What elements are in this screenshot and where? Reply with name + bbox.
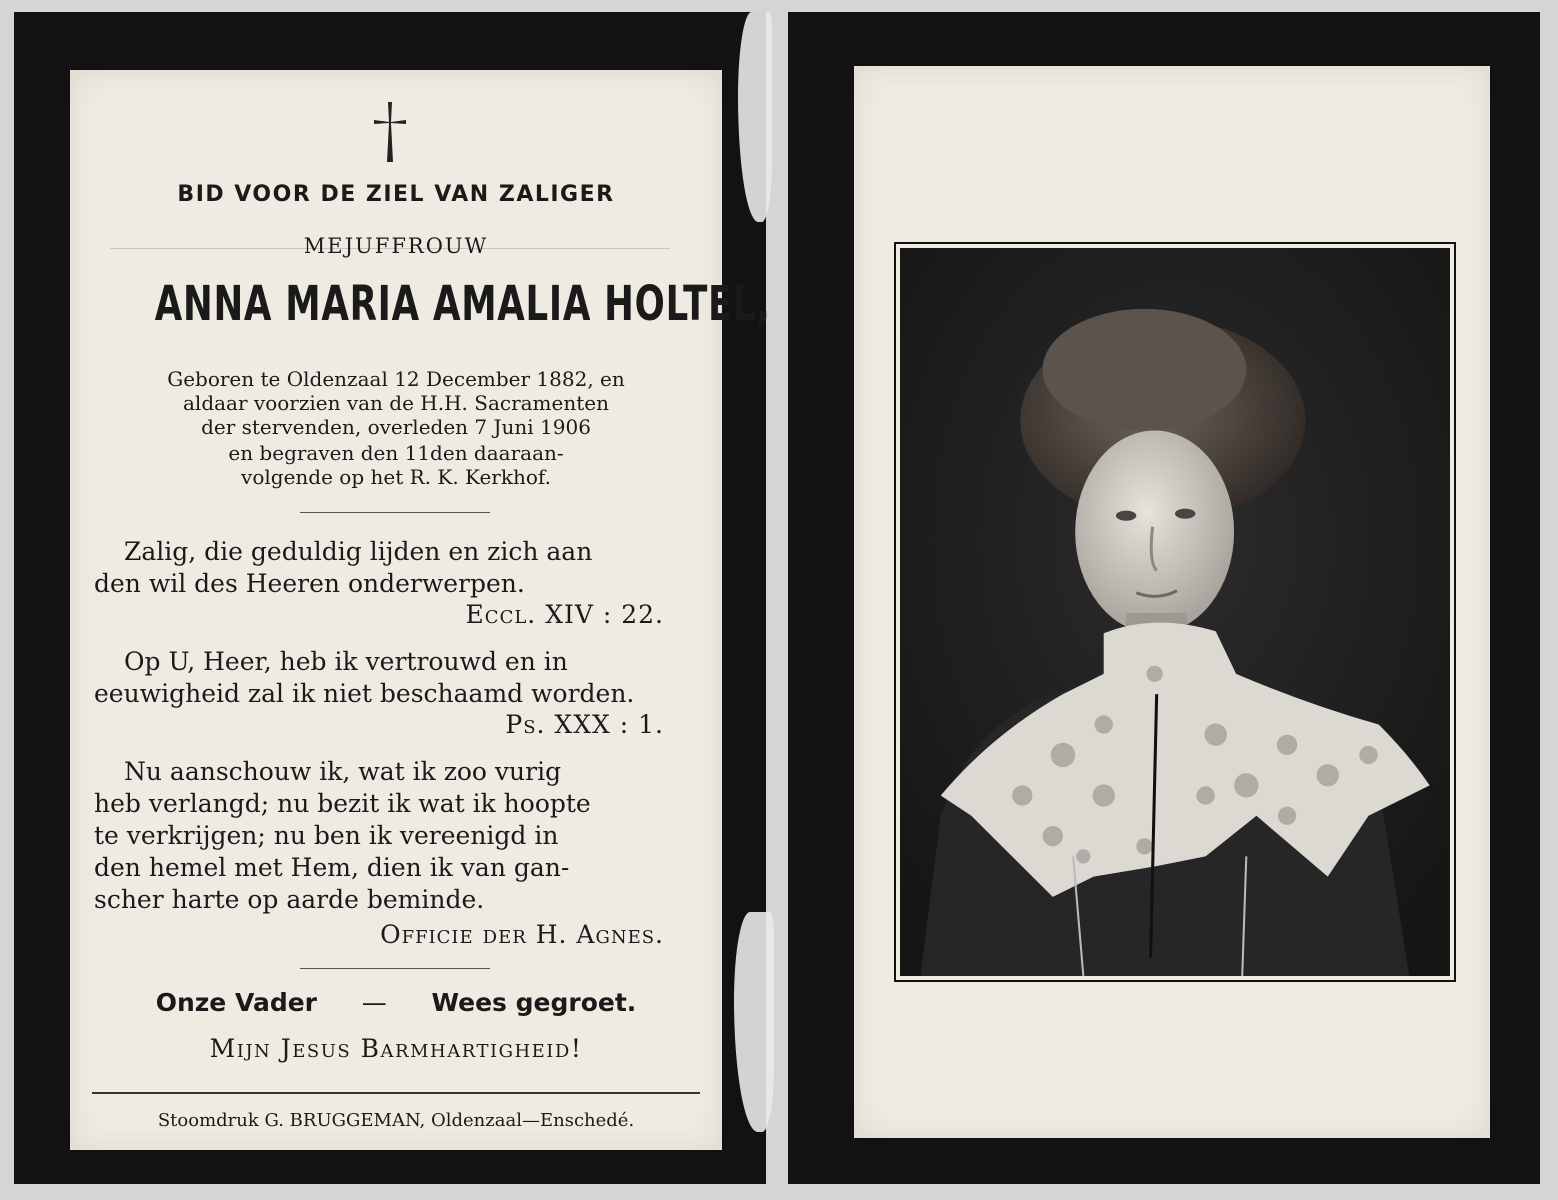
torn-edge-bottom (734, 912, 774, 1132)
divider (300, 512, 490, 513)
quote-3-reference: Officie der H. Agnes. (380, 920, 664, 949)
portrait-illustration (900, 248, 1450, 976)
cross-icon (372, 100, 408, 164)
quote-line: Zalig, die geduldig lijden en zich aan (124, 537, 593, 566)
prayer-dash: — (361, 988, 387, 1017)
heading: BID VOOR DE ZIEL VAN ZALIGER (177, 182, 615, 207)
right-mourning-border (788, 12, 1540, 1184)
torn-edge-top (738, 12, 772, 222)
quote-3 (94, 756, 694, 916)
quote-line: eeuwigheid zal ik niet beschaamd worden. (94, 679, 635, 708)
footer-rule (92, 1092, 700, 1094)
photo-frame (894, 242, 1456, 982)
quote-line: den wil des Heeren onderwerpen. (94, 569, 525, 598)
quote-line: heb verlangd; nu bezit ik wat ik hoopte (94, 789, 591, 818)
left-mourning-border (14, 12, 771, 1184)
quote-1 (94, 536, 694, 600)
quote-2 (94, 646, 694, 710)
divider (300, 968, 490, 969)
prayers-line (70, 988, 722, 1017)
quote-line: te verkrijgen; nu ben ik vereenigd in (94, 821, 559, 850)
quote-line: den hemel met Hem, dien ik van gan- (94, 853, 570, 882)
invocation: Mijn Jesus Barmhartigheid! (209, 1034, 583, 1063)
bio-line: volgende op het R. K. Kerkhof. (241, 465, 551, 489)
quote-1-reference: Eccl. XIV : 22. (465, 600, 664, 629)
quote-line: Op U, Heer, heb ik vertrouwd en in (124, 647, 568, 676)
prayer-wees-gegroet: Wees gegroet. (431, 988, 637, 1017)
memorial-card-text (70, 70, 771, 1150)
quote-line: scher harte op aarde beminde. (94, 885, 485, 914)
memorial-card-photo (854, 66, 1490, 1138)
deceased-name: ANNA MARIA AMALIA HOLTEL, (154, 276, 771, 332)
quote-line: Nu aanschouw ik, wat ik zoo vurig (124, 757, 562, 786)
printer-credit: Stoomdruk G. BRUGGEMAN, Oldenzaal—Enschedé. (157, 1110, 635, 1131)
bio-line: der stervenden, overleden 7 Juni 1906 (201, 415, 591, 439)
title-mejuffrouw: MEJUFFROUW (303, 234, 489, 258)
quote-2-reference: Ps. XXX : 1. (505, 710, 664, 739)
prayer-onze-vader: Onze Vader (155, 988, 317, 1017)
portrait-photo (900, 248, 1450, 976)
bio-line: Geboren te Oldenzaal 12 December 1882, en (167, 367, 625, 391)
bio-line: aldaar voorzien van de H.H. Sacramenten (183, 391, 609, 415)
bio-line: en begraven den 11den daaraan- (228, 441, 564, 465)
